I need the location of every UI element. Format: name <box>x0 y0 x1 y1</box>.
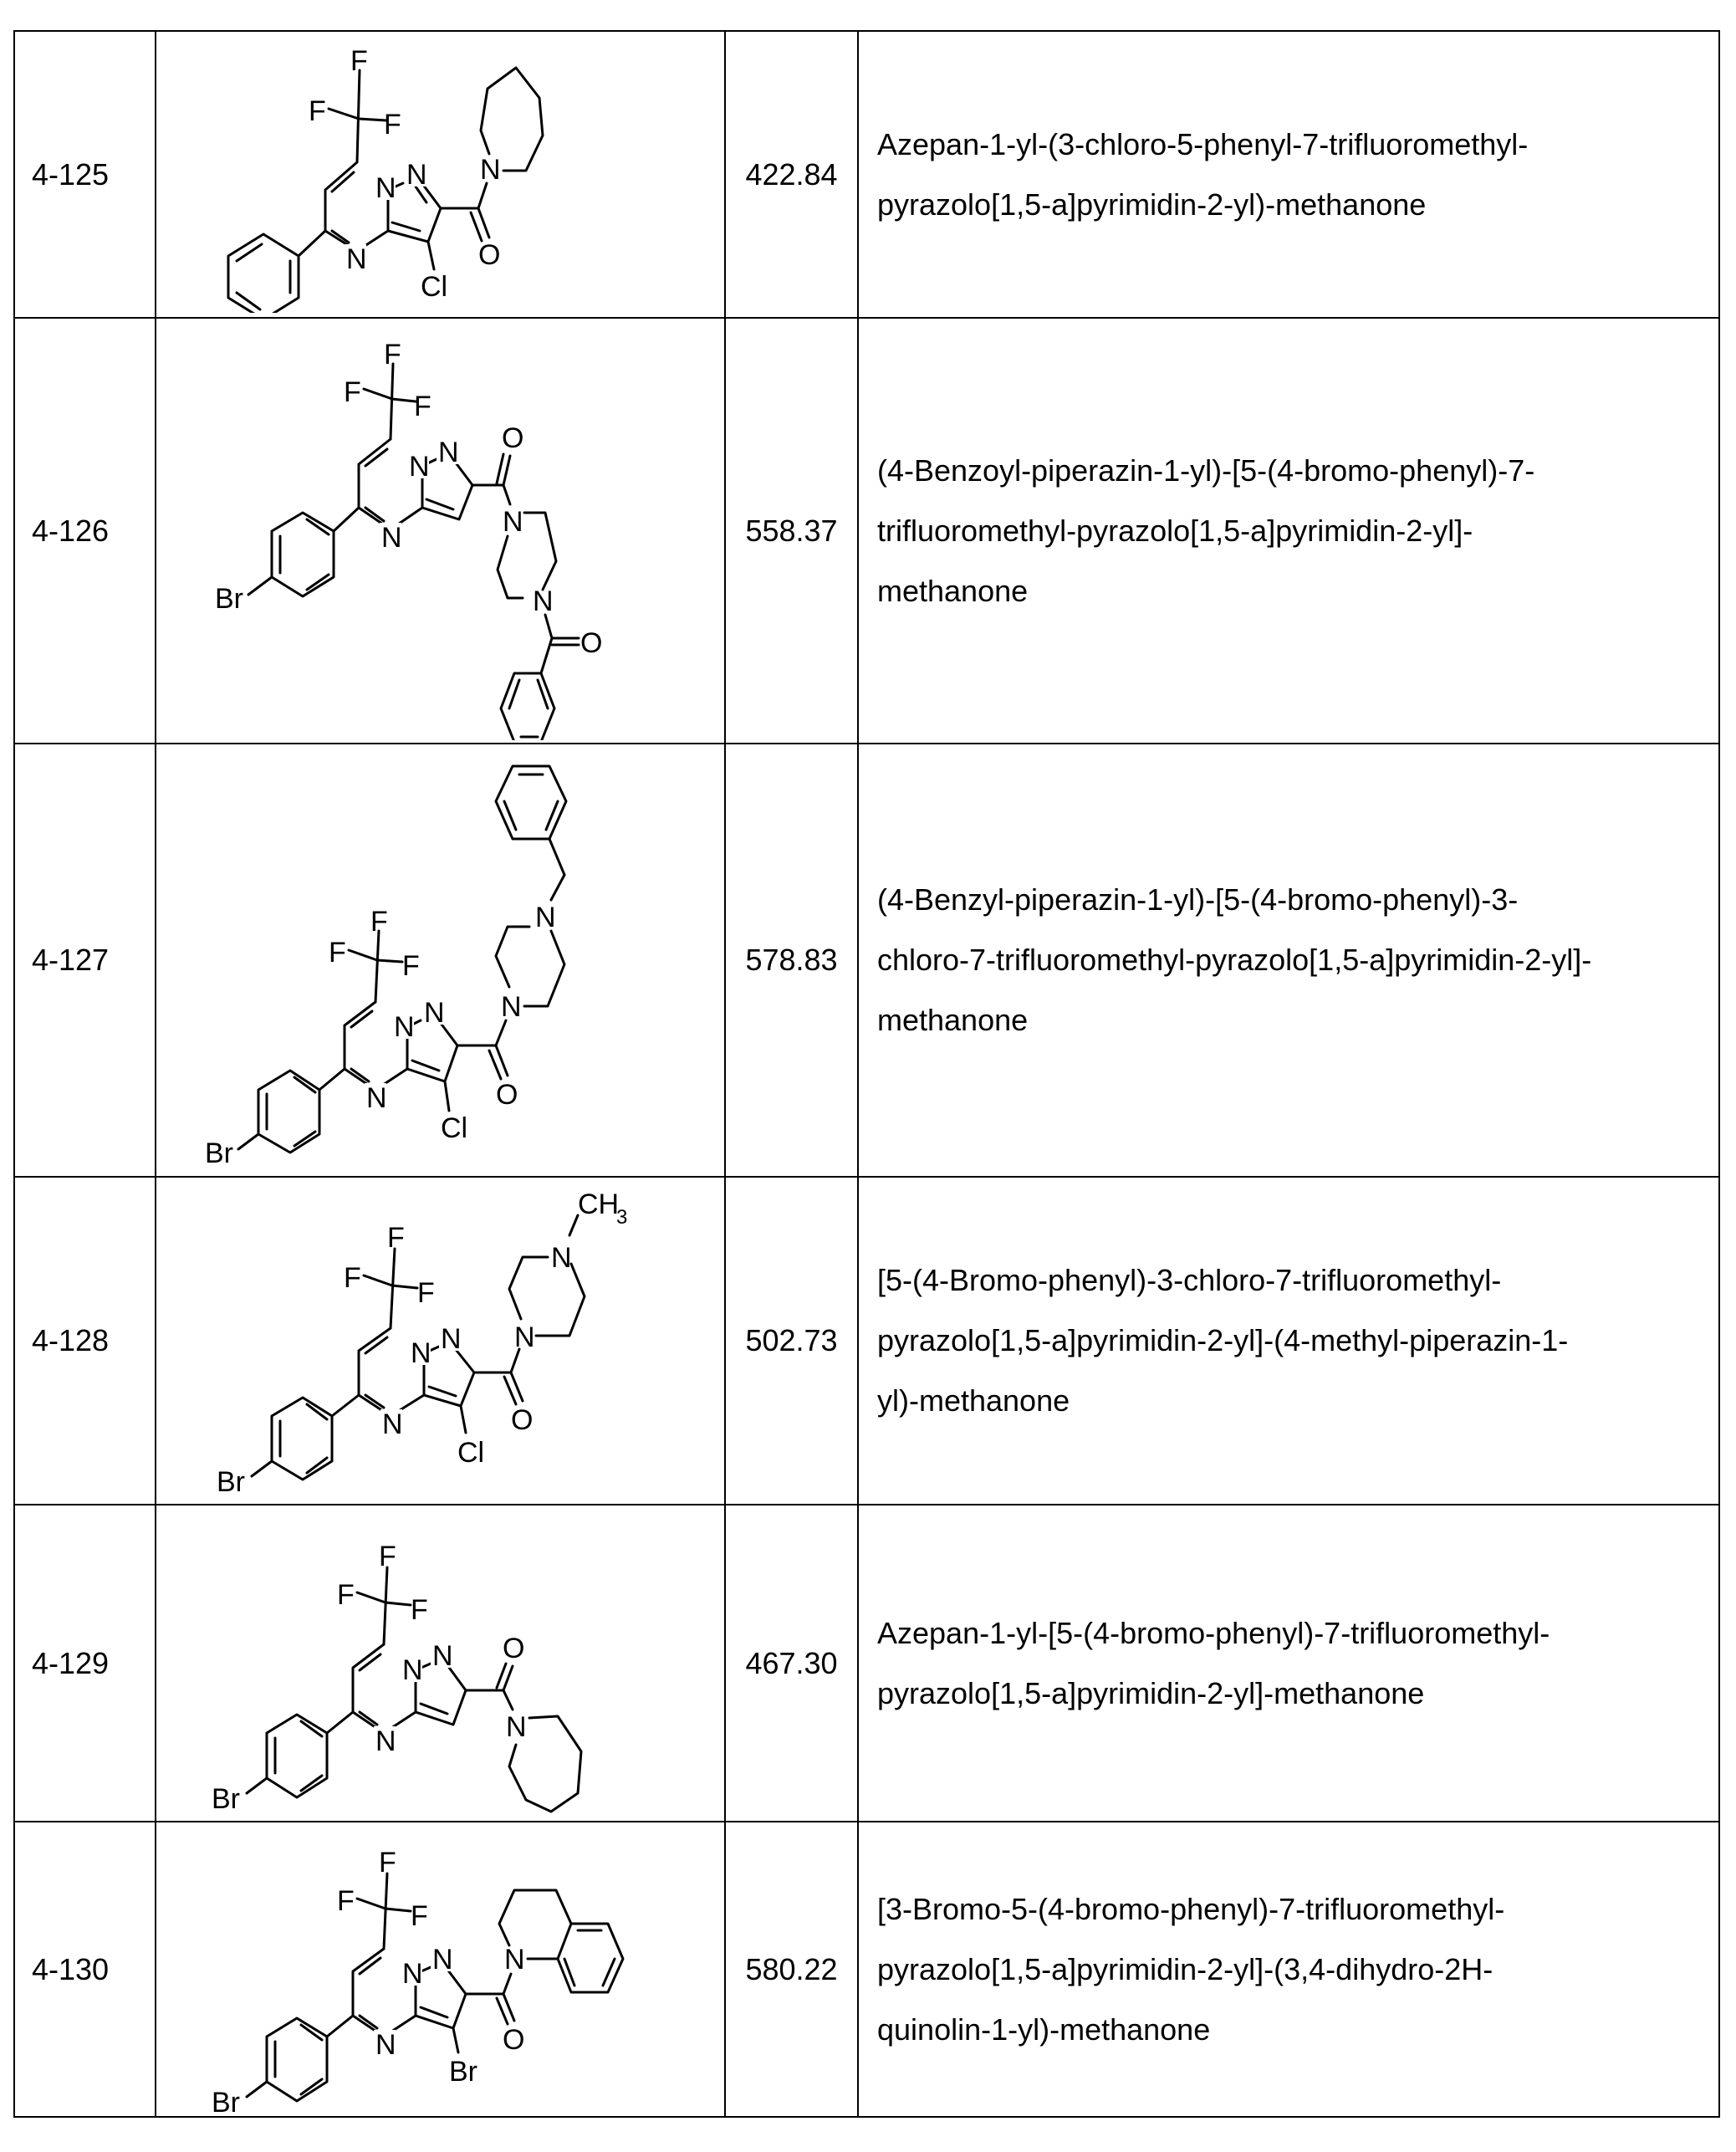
svg-text:N: N <box>375 2029 396 2061</box>
compound-name <box>858 1177 1719 1505</box>
name-line: methanone <box>877 1003 1029 1037</box>
svg-text:N: N <box>550 1242 572 1274</box>
svg-text:F: F <box>416 1277 435 1309</box>
name-line: [3-Bromo-5-(4-bromo-phenyl)-7-trifluoromethyl- <box>877 1891 1505 1926</box>
molecular-weight: 580.22 <box>725 1822 858 2117</box>
svg-text:N: N <box>410 1337 431 1369</box>
svg-text:Cl: Cl <box>440 1112 467 1144</box>
svg-text:F: F <box>350 44 368 77</box>
name-line: Azepan-1-yl-(3-chloro-5-phenyl-7-trifluoromethyl- <box>877 126 1529 161</box>
svg-text:F: F <box>413 390 431 422</box>
svg-text:F: F <box>336 1578 355 1611</box>
svg-text:N: N <box>532 585 554 617</box>
compound-name <box>858 318 1719 744</box>
svg-text:O: O <box>501 422 523 454</box>
svg-text:F: F <box>343 376 361 408</box>
svg-text:N: N <box>365 1082 387 1114</box>
chemical-structure-image <box>165 322 717 740</box>
svg-text:3: 3 <box>615 1206 627 1229</box>
compound-id: 4-128 <box>14 1177 156 1505</box>
svg-text:Br: Br <box>214 582 243 615</box>
table-row <box>14 1505 1719 1822</box>
svg-text:Br: Br <box>211 2087 240 2114</box>
molecular-weight: 578.83 <box>725 744 858 1177</box>
chemical-structure-image <box>165 1825 717 2114</box>
table-row <box>14 1822 1719 2117</box>
svg-text:N: N <box>406 158 427 191</box>
name-line: pyrazolo[1,5-a]pyrimidin-2-yl]-(4-methyl-piperazin-1- <box>877 1323 1569 1357</box>
svg-text:CH: CH <box>577 1188 619 1220</box>
table-row <box>14 1177 1719 1505</box>
molecular-weight: 502.73 <box>725 1177 858 1505</box>
svg-text:N: N <box>381 1408 403 1440</box>
svg-text:N: N <box>401 1654 423 1686</box>
svg-text:Br: Br <box>204 1137 233 1169</box>
svg-text:N: N <box>534 902 556 933</box>
svg-text:F: F <box>383 108 401 141</box>
svg-text:F: F <box>401 950 420 982</box>
svg-text:N: N <box>408 450 430 483</box>
svg-text:N: N <box>375 1725 396 1757</box>
chemical-structure-image <box>165 1509 717 1818</box>
svg-text:Br: Br <box>216 1466 245 1498</box>
svg-text:F: F <box>308 95 326 127</box>
svg-text:N: N <box>401 1958 423 1990</box>
svg-text:F: F <box>328 937 346 969</box>
structure-cell <box>156 318 725 744</box>
svg-text:N: N <box>505 1710 527 1743</box>
compound-name <box>858 31 1719 318</box>
compound-id: 4-127 <box>14 744 156 1177</box>
name-line: quinolin-1-yl)-methanone <box>877 2011 1211 2047</box>
svg-text:N: N <box>513 1321 535 1353</box>
structure-cell <box>156 1822 725 2117</box>
svg-text:N: N <box>479 153 501 186</box>
svg-text:O: O <box>580 626 602 659</box>
svg-text:F: F <box>370 906 388 938</box>
table-row <box>14 31 1719 318</box>
table-row <box>14 744 1719 1177</box>
name-line: pyrazolo[1,5-a]pyrimidin-2-yl]-methanone <box>877 1675 1425 1710</box>
chemical-structure-image <box>165 751 717 1169</box>
name-line: (4-Benzyl-piperazin-1-yl)-[5-(4-bromo-phenyl)-3- <box>877 882 1519 917</box>
name-line: pyrazolo[1,5-a]pyrimidin-2-yl)-methanone <box>877 187 1427 222</box>
name-line: Azepan-1-yl-[5-(4-bromo-phenyl)-7-trifluoromethyl- <box>877 1615 1550 1650</box>
svg-text:Cl: Cl <box>420 270 447 303</box>
molecular-weight: 467.30 <box>725 1505 858 1822</box>
svg-text:N: N <box>380 521 402 554</box>
svg-text:N: N <box>431 1639 453 1672</box>
svg-text:O: O <box>502 2024 524 2056</box>
svg-text:F: F <box>336 1885 355 1917</box>
compound-name <box>858 1822 1719 2117</box>
svg-text:F: F <box>378 1847 396 1879</box>
name-line: (4-Benzoyl-piperazin-1-yl)-[5-(4-bromo-phenyl)-7- <box>877 452 1535 488</box>
chemical-structure-image <box>165 37 717 313</box>
svg-text:Cl: Cl <box>457 1437 484 1469</box>
svg-text:N: N <box>503 1944 525 1976</box>
svg-text:O: O <box>495 1079 518 1111</box>
name-line: pyrazolo[1,5-a]pyrimidin-2-yl]-(3,4-dihydro-2H- <box>877 1951 1493 1986</box>
structure-cell <box>156 31 725 318</box>
svg-text:F: F <box>410 1593 428 1626</box>
chemical-structure-image <box>165 1182 717 1500</box>
svg-text:N: N <box>431 1944 453 1976</box>
svg-text:N: N <box>437 436 459 468</box>
svg-text:F: F <box>410 1900 428 1932</box>
name-line: trifluoromethyl-pyrazolo[1,5-a]pyrimidin-2-yl]- <box>877 513 1473 548</box>
name-line: [5-(4-Bromo-phenyl)-3-chloro-7-trifluoromethyl- <box>877 1263 1502 1297</box>
svg-text:F: F <box>386 1222 405 1254</box>
svg-text:O: O <box>502 1632 524 1664</box>
compound-name <box>858 744 1719 1177</box>
molecular-weight: 558.37 <box>725 318 858 744</box>
name-line: yl)-methanone <box>877 1383 1070 1418</box>
svg-text:N: N <box>345 243 367 275</box>
compound-id: 4-130 <box>14 1822 156 2117</box>
compound-table <box>13 30 1720 2118</box>
svg-text:N: N <box>500 991 522 1023</box>
svg-text:F: F <box>383 338 401 371</box>
svg-text:N: N <box>423 997 445 1029</box>
svg-text:N: N <box>375 171 396 204</box>
name-line: chloro-7-trifluoromethyl-pyrazolo[1,5-a]pyrimidin-2-yl]- <box>877 943 1592 977</box>
name-line: methanone <box>877 573 1029 608</box>
compound-id: 4-126 <box>14 318 156 744</box>
compound-name <box>858 1505 1719 1822</box>
svg-text:Br: Br <box>211 1782 240 1815</box>
structure-cell <box>156 1505 725 1822</box>
structure-cell <box>156 1177 725 1505</box>
svg-text:N: N <box>502 505 523 538</box>
svg-text:F: F <box>378 1540 396 1572</box>
structure-cell <box>156 744 725 1177</box>
table-row <box>14 318 1719 744</box>
svg-text:N: N <box>440 1323 462 1355</box>
compound-id: 4-125 <box>14 31 156 318</box>
molecular-weight: 422.84 <box>725 31 858 318</box>
svg-text:O: O <box>477 238 500 271</box>
compound-id: 4-129 <box>14 1505 156 1822</box>
svg-text:Br: Br <box>448 2056 477 2088</box>
svg-text:N: N <box>393 1011 415 1043</box>
svg-text:O: O <box>510 1404 533 1436</box>
svg-text:F: F <box>343 1262 361 1294</box>
